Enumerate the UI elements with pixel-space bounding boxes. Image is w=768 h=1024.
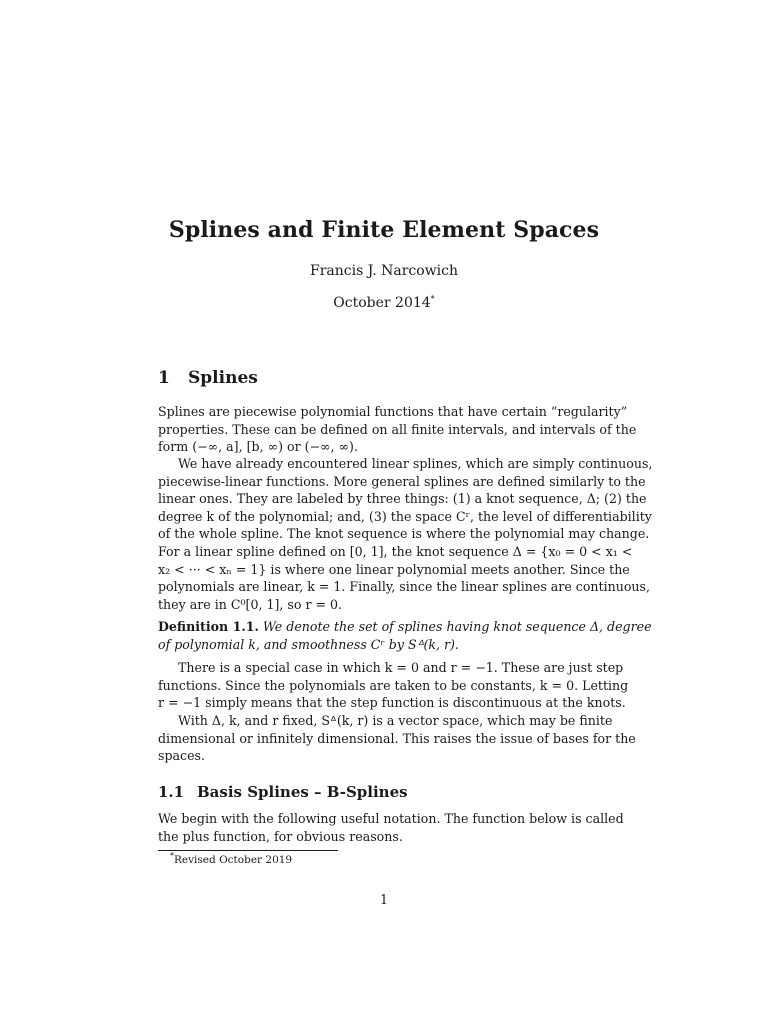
- text-line: x₂ < ··· < xₙ = 1} is where one linear polynomial meets another. Since the: [158, 561, 630, 577]
- text-line: We have already encountered linear splines, which are simply continuous,: [178, 456, 653, 471]
- date-text: October 2014: [333, 295, 431, 311]
- subsection-heading-b-splines: [158, 783, 408, 801]
- definition-line: [158, 618, 652, 636]
- text-line: We begin with the following useful notation. The function below is called: [158, 811, 624, 826]
- paragraph-plus-function: [158, 810, 624, 845]
- page-number: 1: [379, 892, 388, 907]
- paper-title: Splines and Finite Element Spaces: [168, 217, 600, 243]
- text-line: r = −1 simply means that the step function is discontinuous at the knots.: [158, 695, 626, 711]
- text-line: the plus function, for obvious reasons.: [158, 828, 403, 844]
- paragraph-intro: [158, 403, 637, 456]
- text-line: With Δ, k, and r fixed, Sᐞ(k, r) is a vector space, which may be finite: [178, 713, 613, 728]
- paragraph-vector-space: [158, 712, 636, 765]
- text-line: There is a special case in which k = 0 and r = −1. These are just step: [178, 660, 624, 675]
- text-line: functions. Since the polynomials are taken to be constants, k = 0. Letting: [158, 677, 629, 693]
- footnote-mark: *: [170, 851, 174, 861]
- text-line: linear ones. They are labeled by three things: (1) a knot sequence, Δ; (2) the: [158, 491, 647, 507]
- text-line: of the whole spline. The knot sequence is where the polynomial may change.: [158, 526, 650, 542]
- text-line: degree k of the polynomial; and, (3) the space Cʳ, the level of differentiability: [158, 508, 652, 524]
- section-number: 1: [158, 368, 170, 388]
- definition-block: [158, 618, 652, 653]
- definition-label: Definition 1.1.: [158, 619, 259, 634]
- definition-text: of polynomial k, and smoothness Cʳ by Sᐞ(k, r).: [158, 636, 459, 652]
- text-line: dimensional or infinitely dimensional. This raises the issue of bases for the: [158, 730, 636, 746]
- footnote-text: Revised October 2019: [174, 854, 293, 866]
- subsection-title: Basis Splines – B-Splines: [197, 783, 408, 801]
- author-name: Francis J. Narcowich: [309, 263, 459, 279]
- text-line: polynomials are linear, k = 1. Finally, since the linear splines are continuous,: [158, 579, 651, 595]
- footnote-rule: [158, 850, 338, 851]
- definition-text: We denote the set of splines having knot sequence Δ, degree: [262, 619, 652, 634]
- text-line: form (−∞, a], [b, ∞) or (−∞, ∞).: [158, 439, 358, 455]
- paper-date: [0, 295, 768, 311]
- text-line: For a linear spline defined on [0, 1], the knot sequence Δ = {x₀ = 0 < x₁ <: [158, 543, 633, 559]
- section-title: Splines: [188, 368, 258, 388]
- text-line: Splines are piecewise polynomial functions that have certain “regularity”: [158, 404, 628, 419]
- paragraph-linear-splines: [158, 455, 653, 613]
- text-line: piecewise-linear functions. More general splines are defined similarly to the: [158, 473, 646, 489]
- text-line: spaces.: [158, 748, 206, 764]
- text-line: properties. These can be defined on all finite intervals, and intervals of the: [158, 421, 637, 437]
- text-line: they are in C⁰[0, 1], so r = 0.: [158, 596, 343, 612]
- paragraph-step-functions: [158, 659, 629, 712]
- date-footnote-mark: *: [430, 294, 435, 304]
- section-heading-splines: [158, 368, 258, 388]
- footnote: [170, 851, 293, 866]
- subsection-number: 1.1: [158, 783, 185, 801]
